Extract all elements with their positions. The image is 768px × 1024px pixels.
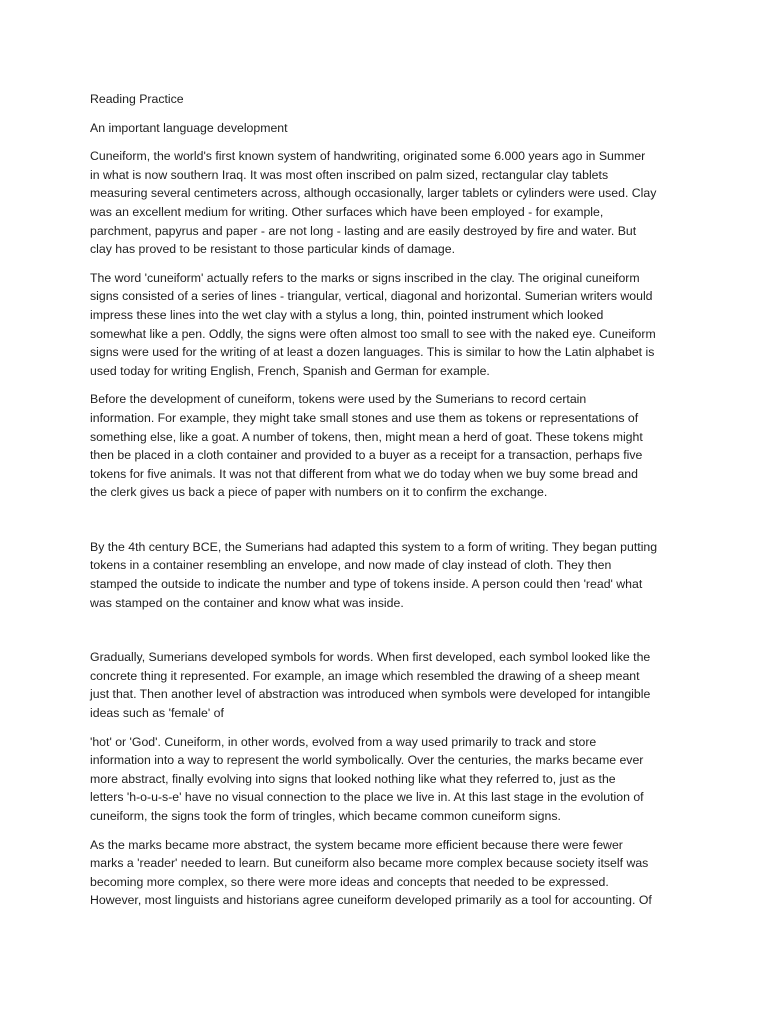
- text-line: the clerk gives us back a piece of paper with numbers on it to confirm the exchange.: [90, 485, 548, 500]
- text-line: letters 'h-o-u-s-e' have no visual connection to the place we live in. At this last stage in the evolution of: [90, 790, 644, 805]
- text-line: The word 'cuneiform' actually refers to the marks or signs inscribed in the clay. The original cuneiform: [90, 270, 640, 285]
- text-line: concrete thing it represented. For example, an image which resembled the drawing of a sheep meant: [90, 668, 640, 683]
- text-line: somewhat like a pen. Oddly, the signs were often almost too small to see with the naked eye. Cuneiform: [90, 326, 656, 341]
- paragraph-1: [90, 147, 680, 259]
- text-line: parchment, papyrus and paper - are not long - lasting and are easily destroyed by fire and water. But: [90, 223, 637, 238]
- text-line: in what is now southern Iraq. It was most often inscribed on palm sized, rectangular clay tablets: [90, 167, 609, 182]
- text-line: information into a way to represent the world symbolically. Over the centuries, the marks became ever: [90, 753, 644, 768]
- paragraph-2: [90, 269, 680, 381]
- text-line: cuneiform, the signs took the form of tringles, which became common cuneiform signs.: [90, 809, 561, 823]
- text-line: something else, like a goat. A number of tokens, then, might mean a herd of goat. These tokens might: [90, 429, 643, 444]
- text-line: 'hot' or 'God'. Cuneiform, in other words, evolved from a way used primarily to track and store: [90, 734, 597, 749]
- text-line: tokens in a container resembling an envelope, and now made of clay instead of cloth. They then: [90, 558, 612, 573]
- text-line: Cuneiform, the world's first known system of handwriting, originated some 6.000 years ago in Summer: [90, 149, 646, 164]
- text-line: more abstract, finally evolving into signs that looked nothing like what they referred to, just as the: [90, 771, 616, 786]
- document-title: An important language development: [90, 120, 288, 135]
- text-line: information. For example, they might take small stones and use them as tokens or representations of: [90, 410, 639, 425]
- text-line: ideas such as 'female' of: [90, 706, 224, 721]
- text-line: just that. Then another level of abstraction was introduced when symbols were developed for intangible: [90, 687, 651, 702]
- text-line: clay has proved to be resistant to those particular kinds of damage.: [90, 242, 456, 257]
- text-line: used today for writing English, French, Spanish and German for example.: [90, 363, 490, 378]
- text-line: was an excellent medium for writing. Other surfaces which have been employed - for example,: [90, 204, 604, 219]
- text-line: Gradually, Sumerians developed symbols for words. When first developed, each symbol looked like the: [90, 650, 651, 665]
- text-line: As the marks became more abstract, the system became more efficient because there were fewer: [90, 837, 623, 852]
- text-line: becoming more complex, so there were more ideas and concepts that needed to be expressed.: [90, 874, 609, 889]
- paragraph-4: [90, 538, 680, 612]
- paragraph-7: [90, 836, 680, 910]
- text-line: By the 4th century BCE, the Sumerians had adapted this system to a form of writing. They began putting: [90, 539, 658, 554]
- text-line: marks a 'reader' needed to learn. But cuneiform also became more complex because society itself was: [90, 856, 649, 871]
- document-page: [90, 90, 680, 920]
- text-line: tokens for five animals. It was not that different from what we do today when we buy some bread and: [90, 466, 638, 481]
- text-line: signs consisted of a series of lines - triangular, vertical, diagonal and horizontal. Sumerian writers would: [90, 289, 653, 304]
- text-line: signs were used for the writing of at least a dozen languages. This is similar to how the Latin alphabet is: [90, 345, 655, 360]
- document-label: Reading Practice: [90, 92, 184, 106]
- text-line: then be placed in a cloth container and provided to a buyer as a receipt for a transaction, perhaps five: [90, 448, 643, 463]
- text-line: was stamped on the container and know what was inside.: [90, 595, 404, 610]
- paragraph-3: [90, 390, 680, 502]
- text-line: However, most linguists and historians agree cuneiform developed primarily as a tool for accounting. Of: [90, 893, 652, 908]
- paragraph-5: [90, 648, 680, 722]
- paragraph-6: [90, 733, 680, 826]
- text-line: measuring several centimeters across, although occasionally, larger tablets or cylinders were used. Clay: [90, 186, 657, 201]
- text-line: stamped the outside to indicate the number and type of tokens inside. A person could then 'read' what: [90, 577, 643, 592]
- text-line: impress these lines into the wet clay with a stylus a long, thin, pointed instrument which looked: [90, 307, 604, 322]
- text-line: Before the development of cuneiform, tokens were used by the Sumerians to record certain: [90, 392, 587, 407]
